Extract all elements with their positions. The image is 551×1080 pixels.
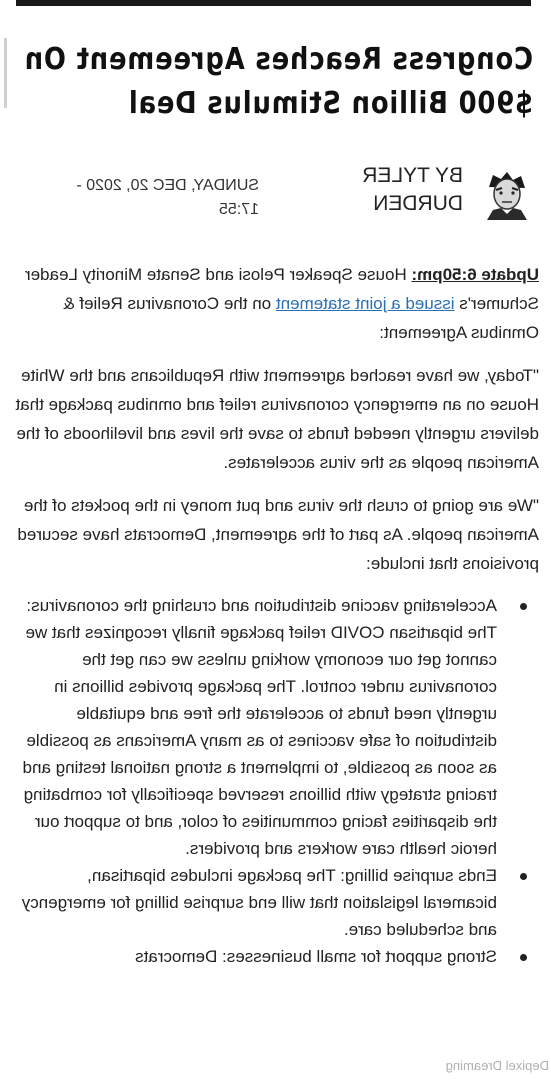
- bullet-dot: [520, 603, 527, 610]
- list-item-text: Accelerating vaccine distribution and crushing the coronavirus: The bipartisan COVID relief package finally recognizes that we cannot get our economy working unless we can get the coronavirus under control. The package provides billions in urgently need funds to accelerate the free and equitable distribution of safe vaccines to as many Americans as possible as soon as possible, to implement a strong national testing and tracing strategy with billions reserved specifically for combating the disparities facing communities of color, and to support our heroic health care workers and providers.: [22, 596, 497, 858]
- scroll-indicator[interactable]: [4, 38, 7, 108]
- bullet-dot: [520, 873, 527, 880]
- list-item: [14, 592, 497, 862]
- list-item: [14, 943, 497, 970]
- update-text-start: House Speaker Pelosi and Senate Minority Leader Schumer's: [24, 265, 539, 313]
- article-title: Congress Reaches Agreement On $900 Billion Stimulus Deal: [23, 42, 533, 121]
- update-text-end: on the Coronavirus Relief & Omnibus Agreement:: [63, 294, 539, 342]
- list-item-text: Ends surprise billing: The package includes bipartisan, bicameral legislation that will end surprise billing for emergency and scheduled care.: [21, 866, 497, 939]
- list-item-text: Strong support for small businesses: Democrats: [135, 947, 497, 966]
- bullet-dot: [520, 954, 527, 961]
- publish-date: SUNDAY, DEC 20, 2020 - 17:55: [76, 177, 259, 218]
- top-divider: [16, 0, 531, 6]
- watermark: Depixel Dreaming: [445, 1058, 549, 1073]
- quote-paragraph-2: "We are going to crush the virus and put money in the pockets of the American people. As part of the agreement, Democrats have secured provisions that include:: [17, 496, 539, 573]
- provisions-list: [14, 592, 539, 970]
- quote-paragraph-1: "Today, we have reached agreement with Republicans and the White House on an emergency coronavirus relief and omnibus package that delivers urgently needed funds to save the lives and livelihoods of the American people as the virus accelerates.: [15, 366, 539, 472]
- byline: [18, 160, 533, 224]
- author-avatar: [481, 168, 533, 220]
- list-item: [14, 862, 497, 943]
- joint-statement-link[interactable]: issued a joint statement: [275, 294, 455, 313]
- update-label: Update 6:50pm:: [411, 265, 539, 284]
- author-name[interactable]: BY TYLER DURDEN: [362, 164, 463, 215]
- update-paragraph: [14, 260, 539, 347]
- article-body: [14, 260, 539, 970]
